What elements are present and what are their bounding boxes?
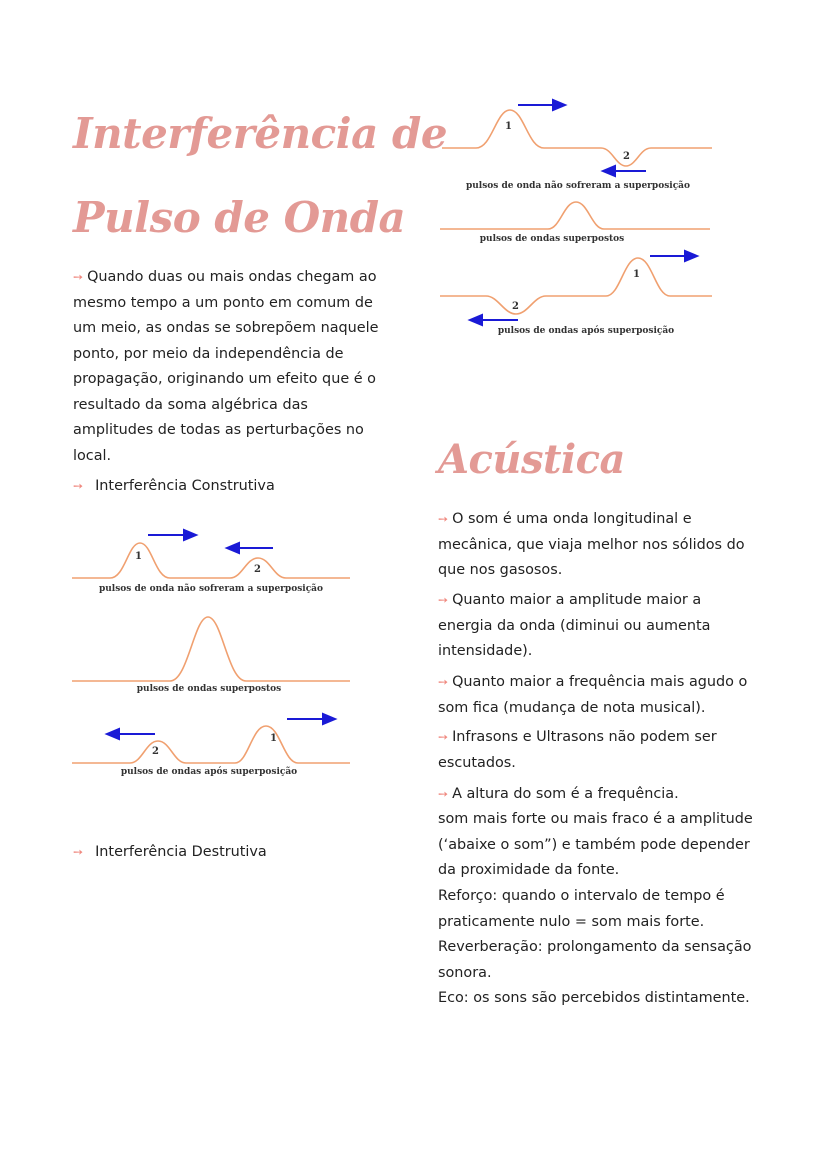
pulse-label-1: 1	[270, 733, 277, 744]
pulse-label-2: 2	[512, 301, 519, 312]
pulse-label-2: 2	[152, 746, 159, 757]
wave-before	[72, 543, 350, 578]
note-reverberacao: Reverberação: prolongamento da sensação sonora.	[438, 939, 752, 981]
bullet-text: Quanto maior a frequência mais agudo o som fica (mudança de nota musical).	[438, 674, 748, 716]
right-arrow-icon: ➙	[73, 479, 84, 493]
bullet-item	[438, 725, 738, 776]
intro-text: Quando duas ou mais ondas chegam ao mesmo tempo a um ponto em comum de um meio, as ondas se sobrepõem naquele ponto, por meio da independência de propagação, originando um efeito que é o resultado da soma algébrica das amplitudes de todas as perturbações no local.	[73, 269, 379, 464]
caption-during: pulsos de ondas superpostos	[136, 684, 282, 694]
caption-after: pulsos de ondas após superposição	[497, 326, 675, 336]
wave-before	[442, 110, 712, 166]
bullet-item	[438, 782, 758, 808]
intro-paragraph	[73, 265, 388, 469]
page-title-line-2: Pulso de Onda	[73, 193, 406, 242]
wave-after	[440, 258, 712, 314]
bullet-item	[438, 507, 758, 584]
right-arrow-icon: ➙	[438, 675, 449, 689]
pulse-label-2: 2	[254, 564, 261, 575]
bullet-text: Infrasons e Ultrasons não podem ser escutados.	[438, 729, 717, 771]
caption-during: pulsos de ondas superpostos	[479, 234, 625, 244]
right-arrow-icon: ➙	[438, 730, 449, 744]
constructive-interference-diagram	[70, 525, 352, 780]
page-title-line-1: Interferência de	[73, 109, 448, 158]
section-title-acustica: Acústica	[438, 436, 625, 483]
caption-after: pulsos de ondas após superposição	[120, 767, 298, 777]
bullet-item	[438, 670, 758, 721]
right-arrow-icon: ➙	[438, 593, 449, 607]
note-amplitude: som mais forte ou mais fraco é a amplitude (‘abaixe o som”) e também pode depender da proximidade da fonte.	[438, 811, 753, 878]
right-arrow-icon: ➙	[73, 270, 84, 284]
bullet-destructive-label: Interferência Destrutiva	[95, 844, 267, 860]
bullet-constructive-label: Interferência Construtiva	[95, 478, 275, 494]
bullet-text: Quanto maior a amplitude maior a energia da onda (diminui ou aumenta intensidade).	[438, 592, 711, 659]
right-arrow-icon: ➙	[73, 845, 84, 859]
pulse-label-1: 1	[505, 121, 512, 132]
pulse-label-1: 1	[633, 269, 640, 280]
caption-before: pulsos de onda não sofreram a superposição	[98, 584, 324, 594]
caption-before: pulsos de onda não sofreram a superposição	[465, 181, 691, 191]
bullet-item	[438, 588, 728, 665]
right-arrow-icon: ➙	[438, 787, 449, 801]
bullet-text: A altura do som é a frequência.	[452, 786, 679, 802]
note-eco: Eco: os sons são percebidos distintamente.	[438, 990, 750, 1006]
note-reforco: Reforço: quando o intervalo de tempo é praticamente nulo = som mais forte.	[438, 888, 725, 930]
destructive-interference-diagram	[436, 96, 716, 341]
pulse-label-2: 2	[623, 151, 630, 162]
pulse-label-1: 1	[135, 551, 142, 562]
wave-superposed	[72, 617, 350, 681]
right-arrow-icon: ➙	[438, 512, 449, 526]
bullet-constructive	[73, 474, 275, 499]
bullet-destructive	[73, 840, 267, 865]
wave-superposed	[440, 202, 710, 229]
bullet-text: O som é uma onda longitudinal e mecânica, que viaja melhor nos sólidos do que nos gasosos.	[438, 511, 745, 578]
